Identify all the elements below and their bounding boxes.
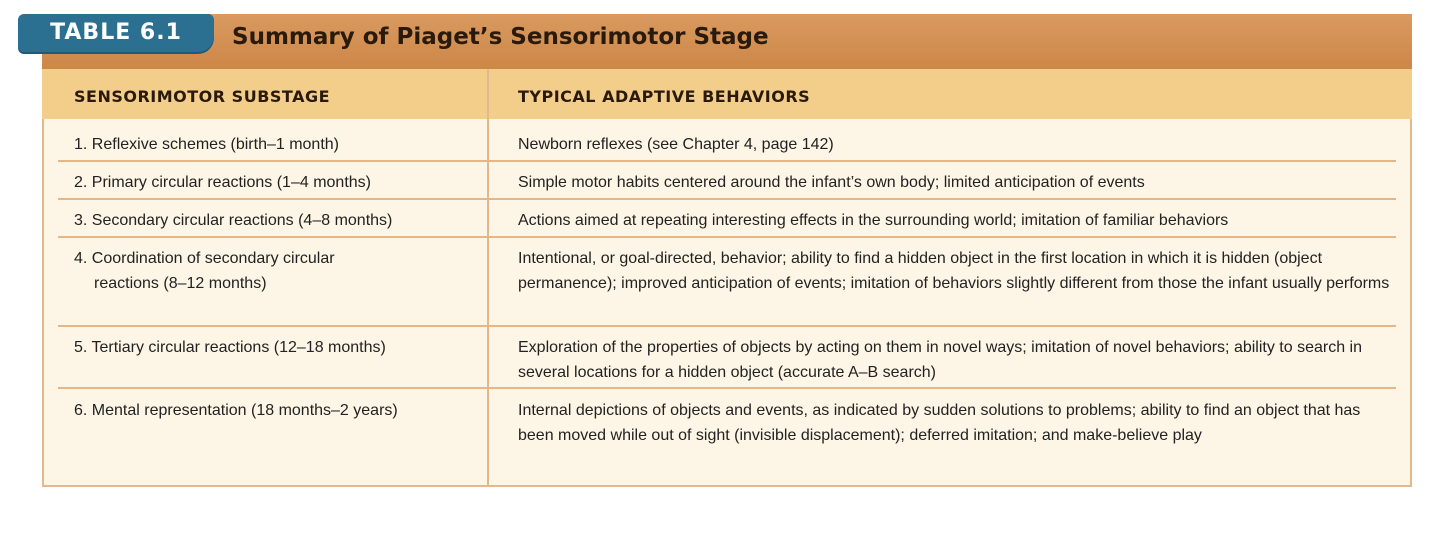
table-row-6-stage: 6. Mental representation (18 months–2 years) (74, 402, 398, 419)
table-row-1-stage: 1. Reflexive schemes (birth–1 month) (74, 136, 339, 153)
row-divider (58, 387, 1396, 389)
table-row-3-behaviors: Actions aimed at repeating interesting effects in the surrounding world; imitation of familiar behaviors (518, 212, 1229, 229)
table-row-4-stage (74, 246, 474, 296)
row-divider (58, 198, 1396, 200)
table-row-3-stage: 3. Secondary circular reactions (4–8 months) (74, 212, 393, 229)
column-divider (487, 69, 489, 487)
table-row-6-behaviors: Internal depictions of objects and events, as indicated by sudden solutions to problems; ability to find an object that has been moved while out of sight (invisible displacement); deferred imitation; and make-believe play (518, 402, 1361, 444)
row-divider (58, 325, 1396, 327)
table-row-2-stage: 2. Primary circular reactions (1–4 months) (74, 174, 371, 191)
table-row-1-behaviors: Newborn reflexes (see Chapter 4, page 142) (518, 136, 834, 153)
table-number-badge: TABLE 6.1 (18, 14, 214, 52)
row-divider (58, 160, 1396, 162)
column-header-stage: SENSORIMOTOR SUBSTAGE (74, 87, 331, 106)
row-divider (58, 236, 1396, 238)
table-title: Summary of Piaget’s Sensorimotor Stage (232, 24, 769, 50)
table-row-5-behaviors: Exploration of the properties of objects by acting on them in novel ways; imitation of novel behaviors; ability to search in several locations for a hidden object (accurate A–B search) (518, 339, 1363, 381)
table-row-4-behaviors: Intentional, or goal-directed, behavior; ability to find a hidden object in the first location in which it is hidden (object permanence); improved anticipation of events; imitation of behaviors slightly different from those the infant usually performs (518, 250, 1390, 292)
table-header-row (42, 69, 1412, 119)
table-row-5-stage: 5. Tertiary circular reactions (12–18 months) (74, 339, 386, 356)
table-row-4-stage-line-2: reactions (8–12 months) (94, 275, 267, 292)
table-row-4-stage-line-1: 4. Coordination of secondary circular (74, 250, 335, 267)
column-header-behaviors: TYPICAL ADAPTIVE BEHAVIORS (518, 87, 811, 106)
table-row-2-behaviors: Simple motor habits centered around the infant’s own body; limited anticipation of events (518, 174, 1145, 191)
